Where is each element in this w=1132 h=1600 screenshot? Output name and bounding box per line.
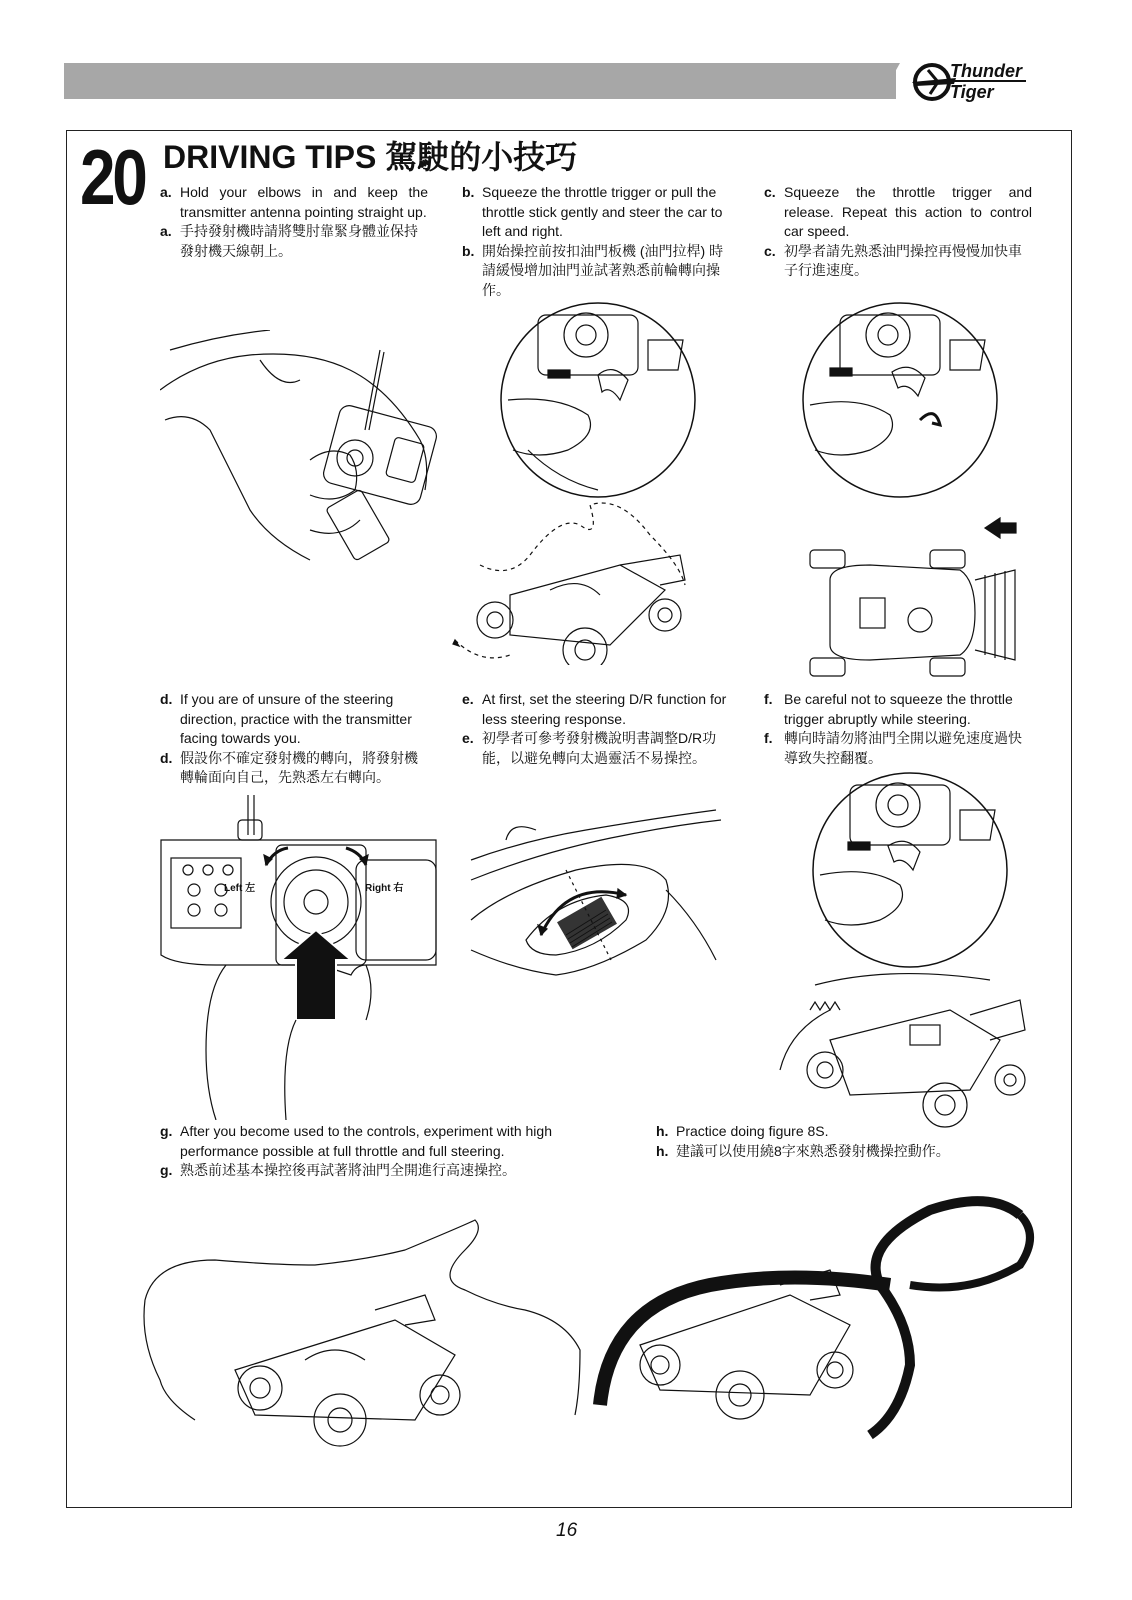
tip-f-letter-zh: f.: [764, 730, 773, 746]
car-high-performance-illustration: [135, 1210, 595, 1450]
throttle-trigger-inset-f: [810, 770, 1010, 970]
tip-a-zh: 手持發射機時請將雙肘靠緊身體並保持發射機天線朝上。: [180, 223, 418, 259]
thunder-tiger-logo: [908, 60, 1068, 104]
tip-f-letter: f.: [764, 691, 773, 707]
car-flipping-illustration: [770, 970, 1030, 1130]
page-number: 16: [556, 1520, 578, 1541]
tip-g-letter: g.: [160, 1123, 173, 1139]
tip-a-letter: a.: [160, 184, 172, 200]
tip-e-letter: e.: [462, 691, 474, 707]
tip-h-letter-zh: h.: [656, 1142, 669, 1159]
tip-h-en: Practice doing figure 8S.: [676, 1123, 829, 1139]
tip-a-letter-zh: a.: [160, 223, 172, 239]
tip-e: [462, 690, 730, 768]
tip-g-en: After you become used to the controls, experiment with high performance possible at full throttle and full steering.: [180, 1123, 552, 1159]
tip-e-zh: 初學者可參考發射機說明書調整D/R功能，以避免轉向太過靈活不易操控。: [482, 730, 717, 766]
figure-8-track-illustration: [590, 1185, 1050, 1445]
tip-c-letter-zh: c.: [764, 242, 776, 259]
tip-d-letter: d.: [160, 691, 173, 707]
header-bar-cut: [880, 63, 900, 99]
tip-f-en: Be careful not to squeeze the throttle trigger abruptly while steering.: [784, 691, 1013, 727]
car-steering-path-illustration: [450, 495, 700, 665]
throttle-trigger-inset-c: [800, 300, 1000, 500]
tip-b-zh: 開始操控前按扣油門板機 (油門拉桿) 時請緩慢增加油門並試著熟悉前輪轉向操作。: [482, 242, 724, 298]
tip-c: [764, 183, 1032, 281]
tip-h-zh: 建議可以使用繞8字來熟悉發射機操控動作。: [676, 1142, 950, 1159]
tip-b-en: Squeeze the throttle trigger or pull the throttle stick gently and steer the car to left and right.: [482, 184, 723, 239]
tip-f-zh: 轉向時請勿將油門全開以避免速度過快導致失控翻覆。: [784, 730, 1022, 766]
dr-dial-illustration: [466, 800, 726, 990]
tip-a-en: Hold your elbows in and keep the transmitter antenna pointing straight up.: [180, 184, 428, 220]
tip-d-letter-zh: d.: [160, 749, 173, 766]
tip-d: [160, 690, 428, 788]
tip-e-letter-zh: e.: [462, 730, 474, 746]
header-bar: [64, 63, 896, 99]
step-number: 20: [80, 133, 145, 221]
tip-e-en: At first, set the steering D/R function for less steering response.: [482, 691, 727, 727]
tip-g: [160, 1122, 600, 1181]
tip-b-letter-zh: b.: [462, 242, 475, 259]
tip-b: [462, 183, 730, 300]
left-label: Left 左: [224, 883, 256, 894]
tip-g-zh: 熟悉前述基本操控後再試著將油門全開進行高速操控。: [180, 1162, 516, 1178]
tip-h-letter: h.: [656, 1123, 669, 1139]
throttle-trigger-inset-b: [498, 300, 698, 500]
tip-c-en: Squeeze the throttle trigger and release. Repeat this action to control car speed.: [784, 184, 1032, 239]
transmitter-front-illustration: [156, 790, 446, 1120]
tip-g-letter-zh: g.: [160, 1162, 173, 1178]
tip-a: [160, 183, 428, 261]
tip-f: [764, 690, 1032, 768]
car-top-view-illustration: [800, 510, 1030, 680]
person-holding-transmitter-illustration: [160, 330, 450, 570]
tip-c-letter: c.: [764, 184, 776, 200]
right-label: Right 右: [365, 883, 404, 894]
svg-text:Tiger: Tiger: [950, 82, 994, 102]
tip-c-zh: 初學者請先熟悉油門操控再慢慢加快車子行進速度。: [784, 242, 1022, 278]
svg-text:Thunder: Thunder: [950, 61, 1022, 81]
tip-d-en: If you are of unsure of the steering direction, practice with the transmitter facing towards you.: [180, 691, 412, 746]
tip-d-zh: 假設你不確定發射機的轉向，將發射機轉輪面向自己，先熟悉左右轉向。: [180, 749, 418, 785]
tip-b-letter: b.: [462, 184, 475, 200]
page-title: DRIVING TIPS 駕駛的小技巧: [163, 139, 578, 175]
